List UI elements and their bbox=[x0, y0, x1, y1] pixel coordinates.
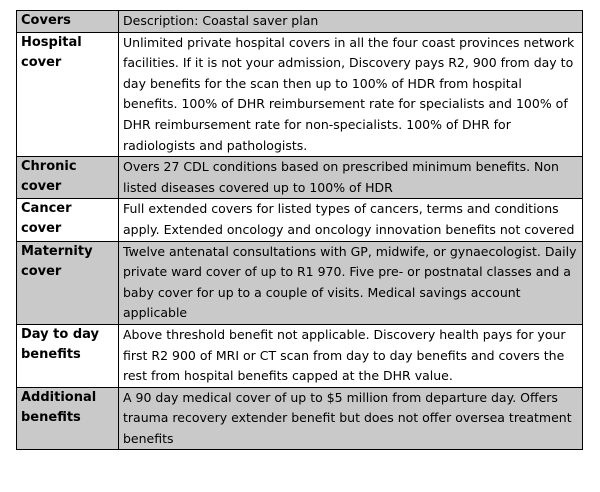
row-label-additional-benefits: Additional benefits bbox=[17, 387, 119, 450]
row-label-hospital-cover: Hospital cover bbox=[17, 32, 119, 157]
table-header-row bbox=[17, 11, 583, 33]
row-description-additional-benefits: A 90 day medical cover of up to $5 million from departure day. Offers trauma recovery extender benefit but does not offer oversea treatment benefits bbox=[119, 387, 583, 450]
table-row bbox=[17, 387, 583, 450]
header-description: Description: Coastal saver plan bbox=[119, 11, 583, 33]
table-row bbox=[17, 199, 583, 241]
header-covers: Covers bbox=[17, 11, 119, 33]
row-label-chronic-cover: Chronic cover bbox=[17, 157, 119, 199]
table-row bbox=[17, 324, 583, 387]
row-description-chronic-cover: Overs 27 CDL conditions based on prescribed minimum benefits. Non listed diseases covered up to 100% of HDR bbox=[119, 157, 583, 199]
row-description-day-to-day-benefits: Above threshold benefit not applicable. Discovery health pays for your first R2 900 of MRI or CT scan from day to day benefits and covers the rest from hospital benefits capped at the DHR value. bbox=[119, 324, 583, 387]
row-description-hospital-cover: Unlimited private hospital covers in all the four coast provinces network facilities. If it is not your admission, Discovery pays R2, 900 from day to day benefits for the scan then up to 100% of HDR from hospital benefits. 100% of DHR reimbursement rate for specialists and 100% of DHR reimbursement rate for non-specialists. 100% of DHR for radiologists and pathologists. bbox=[119, 32, 583, 157]
row-label-maternity-cover: Maternity cover bbox=[17, 241, 119, 324]
row-description-cancer-cover: Full extended covers for listed types of cancers, terms and conditions apply. Extended oncology and oncology innovation benefits not covered bbox=[119, 199, 583, 241]
row-label-day-to-day-benefits: Day to day benefits bbox=[17, 324, 119, 387]
table-row bbox=[17, 241, 583, 324]
table-row bbox=[17, 157, 583, 199]
row-label-cancer-cover: Cancer cover bbox=[17, 199, 119, 241]
coastal-saver-plan-table bbox=[16, 10, 583, 450]
row-description-maternity-cover: Twelve antenatal consultations with GP, midwife, or gynaecologist. Daily private ward cover of up to R1 970. Five pre- or postnatal classes and a baby cover for up to a couple of visits. Medical savings account applicable bbox=[119, 241, 583, 324]
table-row bbox=[17, 32, 583, 157]
